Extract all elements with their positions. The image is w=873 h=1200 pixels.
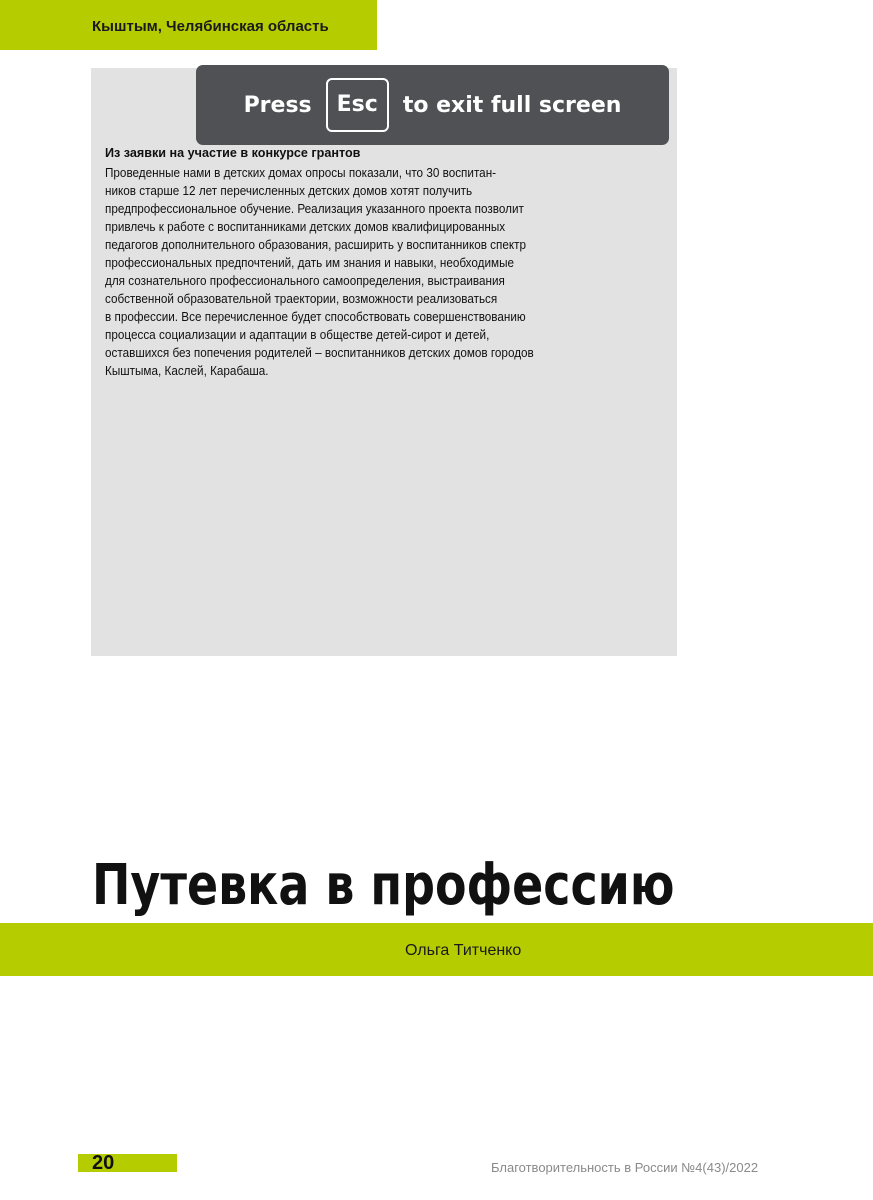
quote-line: профессиональных предпочтений, дать им знания и навыки, необходимые xyxy=(105,256,515,270)
author-bar xyxy=(0,923,873,976)
quote-text xyxy=(105,164,566,380)
quote-line: Кыштыма, Каслей, Карабаша. xyxy=(105,364,269,378)
quote-line: для сознательного профессионального самоопределения, выстраивания xyxy=(105,274,505,288)
fullscreen-exit-notice xyxy=(196,65,669,145)
quote-line: предпрофессиональное обучение. Реализация указанного проекта позволит xyxy=(105,202,524,216)
esc-key-badge: Esc xyxy=(326,78,389,132)
region-label: Кыштым, Челябинская область xyxy=(92,18,329,35)
quote-line: в профессии. Все перечисленное будет способствовать совершенствованию xyxy=(105,310,526,324)
article-headline: Путевка в профессию xyxy=(92,853,675,918)
press-label: Press xyxy=(243,92,312,118)
quote-line: педагогов дополнительного образования, расширить у воспитанников спектр xyxy=(105,238,527,252)
quote-line: оставшихся без попечения родителей – воспитанников детских домов городов xyxy=(105,346,534,360)
exit-fullscreen-label: to exit full screen xyxy=(402,92,622,118)
quote-line: привлечь к работе с воспитанниками детских домов квалифицированных xyxy=(105,220,506,234)
quote-line: Проведенные нами в детских домах опросы показали, что 30 воспитан- xyxy=(105,166,497,180)
region-header-bar xyxy=(0,0,377,50)
quote-line: ников старше 12 лет перечисленных детских домов хотят получить xyxy=(105,184,473,198)
quote-line: собственной образовательной траектории, возможности реализоваться xyxy=(105,292,498,306)
quote-line: процесса социализации и адаптации в обществе детей-сирот и детей, xyxy=(105,328,490,342)
quote-title: Из заявки на участие в конкурсе грантов xyxy=(105,146,361,160)
page-number: 20 xyxy=(92,1152,115,1174)
journal-footer: Благотворительность в России №4(43)/2022 xyxy=(491,1160,759,1175)
author-name: Ольга Титченко xyxy=(405,942,522,959)
grant-quote-box xyxy=(91,68,677,656)
